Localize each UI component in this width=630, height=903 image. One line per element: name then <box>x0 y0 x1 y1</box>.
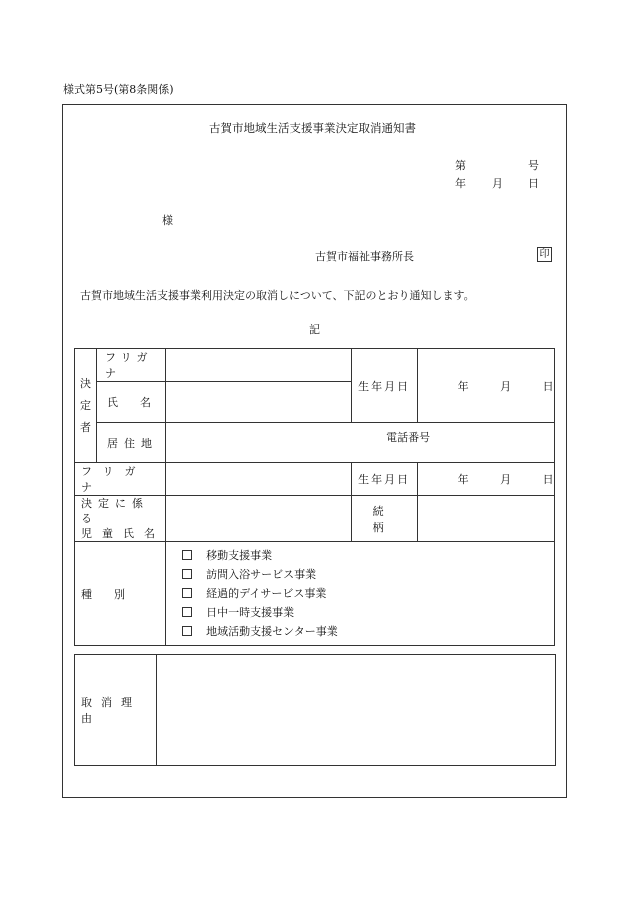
checkbox[interactable] <box>182 626 192 636</box>
option-bathing-service[interactable]: 訪問入浴サービス事業 <box>182 565 554 584</box>
name-value[interactable] <box>166 382 351 423</box>
category-label: 種 別 <box>75 542 166 646</box>
birthdate-label: 生年月日 <box>351 349 417 423</box>
child-birthdate-label: 生年月日 <box>351 463 417 496</box>
addressee-suffix: 様 <box>162 214 173 227</box>
address-label: 居住地 <box>97 423 166 463</box>
address-value[interactable] <box>166 423 555 463</box>
ketteisha-label: 決 定 者 <box>75 349 97 463</box>
checkbox[interactable] <box>182 550 192 560</box>
child-furigana-value[interactable] <box>166 463 351 496</box>
child-name-value[interactable] <box>166 496 351 542</box>
child-furigana-label: フリガナ <box>75 463 166 496</box>
issuer-name: 古賀市福祉事務所長 <box>315 250 414 263</box>
reason-value[interactable] <box>157 655 556 766</box>
date-year: 年 <box>455 177 466 190</box>
furigana-label: フリガナ <box>97 349 166 382</box>
seal-mark: 印 <box>537 247 552 262</box>
furigana-value[interactable] <box>166 349 351 382</box>
document-title: 古賀市地域生活支援事業決定取消通知書 <box>209 121 416 135</box>
birthdate-value[interactable]: 年 月 日 <box>417 349 554 423</box>
relationship-value[interactable] <box>417 496 554 542</box>
form-number: 様式第5号(第8条関係) <box>63 83 174 96</box>
date-day: 日 <box>528 177 539 190</box>
reason-label: 取消理由 <box>75 655 157 766</box>
body-text: 古賀市地域生活支援事業利用決定の取消しについて、下記のとおり通知します。 <box>80 289 475 302</box>
checkbox[interactable] <box>182 569 192 579</box>
date-month: 月 <box>492 177 503 190</box>
reason-table <box>74 654 556 766</box>
name-label: 氏 名 <box>97 382 166 423</box>
number-dai: 第 <box>455 159 466 172</box>
checkbox[interactable] <box>182 607 192 617</box>
ki-heading: 記 <box>309 323 320 336</box>
applicant-table <box>74 348 555 646</box>
category-options <box>166 542 555 646</box>
checkbox[interactable] <box>182 588 192 598</box>
child-name-label: 決定に係る 児童氏名 <box>75 496 166 542</box>
relationship-label: 続 柄 <box>351 496 417 542</box>
child-birthdate-value[interactable]: 年 月 日 <box>417 463 554 496</box>
option-day-service[interactable]: 経過的デイサービス事業 <box>182 584 554 603</box>
phone-label: 電話番号 <box>386 431 431 444</box>
number-go: 号 <box>528 159 539 172</box>
option-mobility-support[interactable]: 移動支援事業 <box>182 546 554 565</box>
option-activity-center[interactable]: 地域活動支援センター事業 <box>182 622 554 641</box>
option-daytime-support[interactable]: 日中一時支援事業 <box>182 603 554 622</box>
